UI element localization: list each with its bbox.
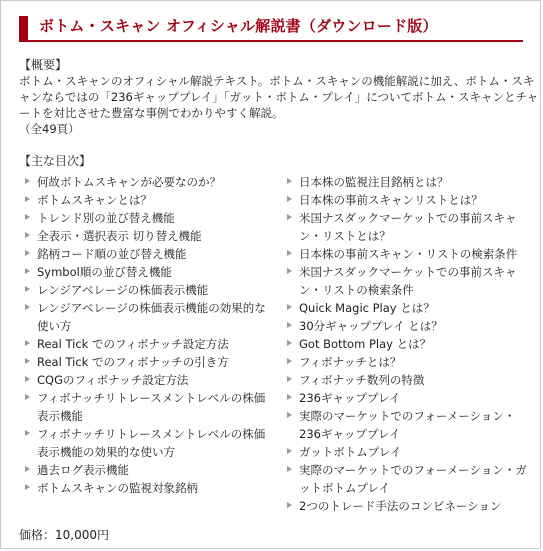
bullet-arrow-icon: [287, 466, 292, 472]
toc-item: [23, 479, 275, 497]
bullet-arrow-icon: [25, 430, 30, 436]
bullet-arrow-icon: [287, 322, 292, 328]
toc-item-label: フィボナッチリトレースメントレベルの株価表示機能: [37, 391, 266, 423]
bullet-arrow-icon: [287, 196, 292, 202]
toc-item: [23, 335, 275, 353]
toc-item-label: ボトムスキャンの監視対象銘柄: [37, 481, 198, 495]
bullet-arrow-icon: [287, 448, 292, 454]
toc-item-label: フィボナッチリトレースメントレベルの株価表示機能の効果的な使い方: [37, 427, 266, 459]
toc-item: [285, 407, 537, 443]
bullet-arrow-icon: [25, 178, 30, 184]
toc-item-label: レンジアベレージの株価表示機能の効果的な使い方: [37, 301, 266, 333]
toc-item: [285, 461, 537, 497]
bullet-arrow-icon: [287, 358, 292, 364]
toc-item: [23, 371, 275, 389]
bullet-arrow-icon: [287, 250, 292, 256]
bullet-arrow-icon: [287, 376, 292, 382]
toc-item-label: Real Tick でのフィボナッチ設定方法: [37, 337, 229, 351]
bullet-arrow-icon: [287, 340, 292, 346]
bullet-arrow-icon: [25, 376, 30, 382]
bullet-arrow-icon: [287, 304, 292, 310]
toc-item: [285, 191, 537, 209]
product-header: [19, 14, 523, 42]
toc-item: [23, 209, 275, 227]
bullet-arrow-icon: [287, 178, 292, 184]
toc-item-label: トレンド別の並び替え機能: [37, 211, 175, 225]
toc-item: [285, 263, 537, 299]
toc-item-label: ボトムスキャンとは？: [37, 193, 152, 207]
toc-item: [285, 317, 537, 335]
toc-item-label: Got Bottom Play とは？: [299, 337, 432, 351]
toc-item-label: 米国ナスダックマーケットでの事前スキャン・リストの検索条件: [299, 265, 517, 297]
toc-item: [285, 173, 537, 191]
toc-item: [23, 353, 275, 371]
toc-item: [23, 299, 275, 335]
toc-item-label: フィボナッチとは？: [299, 355, 402, 369]
toc-item: [285, 299, 537, 317]
toc-item: [23, 263, 275, 281]
toc-item: [285, 371, 537, 389]
toc-item: [23, 389, 275, 425]
toc-item-label: 実際のマーケットでのフォーメーション・236ギャッププレイ: [299, 409, 516, 441]
overview-heading: 【概要】: [19, 58, 68, 72]
toc-item: [23, 245, 275, 263]
toc-heading: 【主な目次】: [19, 154, 92, 168]
toc-item-label: 30分ギャッププレイ とは？: [299, 319, 443, 333]
overview-page-count: （全49頁）: [19, 122, 80, 136]
toc-item-label: 過去ログ表示機能: [37, 463, 129, 477]
toc-item-label: 何故ボトムスキャンが必要なのか？: [37, 175, 221, 189]
toc-item-label: ガットボトムプレイ: [299, 445, 402, 459]
overview-text: [19, 73, 539, 137]
header-accent-bar: [19, 16, 28, 40]
bullet-arrow-icon: [287, 502, 292, 508]
overview-description: ボトム・スキャンのオフィシャル解説テキスト。ボトム・スキャンの機能解説に加え、ボトム・スキャンならではの「236ギャッププレイ」「ガット・ボトム・プレイ」についてボトム・スキャンとチャートを対比させた豊富な事例でわかりやすく解説。: [19, 74, 539, 120]
price-label: 価格：10,000円: [19, 528, 109, 542]
bullet-arrow-icon: [287, 412, 292, 418]
toc-item-label: 日本株の監視注目銘柄とは？: [299, 175, 449, 189]
bullet-arrow-icon: [25, 484, 30, 490]
bullet-arrow-icon: [25, 286, 30, 292]
bullet-arrow-icon: [287, 394, 292, 400]
bullet-arrow-icon: [25, 304, 30, 310]
toc-item: [285, 497, 537, 515]
bullet-arrow-icon: [287, 214, 292, 220]
bullet-arrow-icon: [25, 232, 30, 238]
bullet-arrow-icon: [25, 196, 30, 202]
toc-item-label: Real Tick でのフィボナッチの引き方: [37, 355, 229, 369]
toc-item: [23, 227, 275, 245]
bullet-arrow-icon: [25, 394, 30, 400]
toc-item: [23, 425, 275, 461]
toc-item: [23, 281, 275, 299]
toc-item: [23, 191, 275, 209]
toc-item-label: フィボナッチ数列の特徴: [299, 373, 425, 387]
toc-item: [23, 173, 275, 191]
toc-item-label: Quick Magic Play とは？: [299, 301, 435, 315]
bullet-arrow-icon: [25, 214, 30, 220]
bullet-arrow-icon: [25, 466, 30, 472]
toc-item: [285, 443, 537, 461]
toc-item-label: 銘柄コード順の並び替え機能: [37, 247, 187, 261]
toc-item: [285, 209, 537, 245]
toc-right-column: [285, 173, 537, 515]
bullet-arrow-icon: [25, 358, 30, 364]
toc-item-label: 実際のマーケットでのフォーメーション・ガットボトムプレイ: [299, 463, 527, 495]
toc-item-label: 日本株の事前スキャン・リストの検索条件: [299, 247, 518, 261]
bullet-arrow-icon: [25, 268, 30, 274]
toc-item: [285, 335, 537, 353]
product-title: ボトム・スキャン オフィシャル解説書（ダウンロード版）: [39, 17, 438, 35]
toc-item: [285, 353, 537, 371]
toc-item-label: 236ギャッププレイ: [299, 391, 401, 405]
bullet-arrow-icon: [25, 340, 30, 346]
toc-item-label: CQGのフィボナッチ設定方法: [37, 373, 189, 387]
toc-item-label: 日本株の事前スキャンリストとは？: [299, 193, 483, 207]
toc-item: [23, 461, 275, 479]
toc-item-label: 全表示・選択表示 切り替え機能: [37, 229, 202, 243]
toc-item: [285, 389, 537, 407]
bullet-arrow-icon: [287, 268, 292, 274]
bullet-arrow-icon: [25, 250, 30, 256]
toc-left-column: [23, 173, 275, 497]
toc-item-label: Symbol順の並び替え機能: [37, 265, 172, 279]
toc-item: [285, 245, 537, 263]
toc-item-label: 2つのトレード手法のコンビネーション: [299, 499, 502, 513]
toc-item-label: 米国ナスダックマーケットでの事前スキャン・リストとは？: [299, 211, 517, 243]
toc-item-label: レンジアベレージの株価表示機能: [37, 283, 209, 297]
